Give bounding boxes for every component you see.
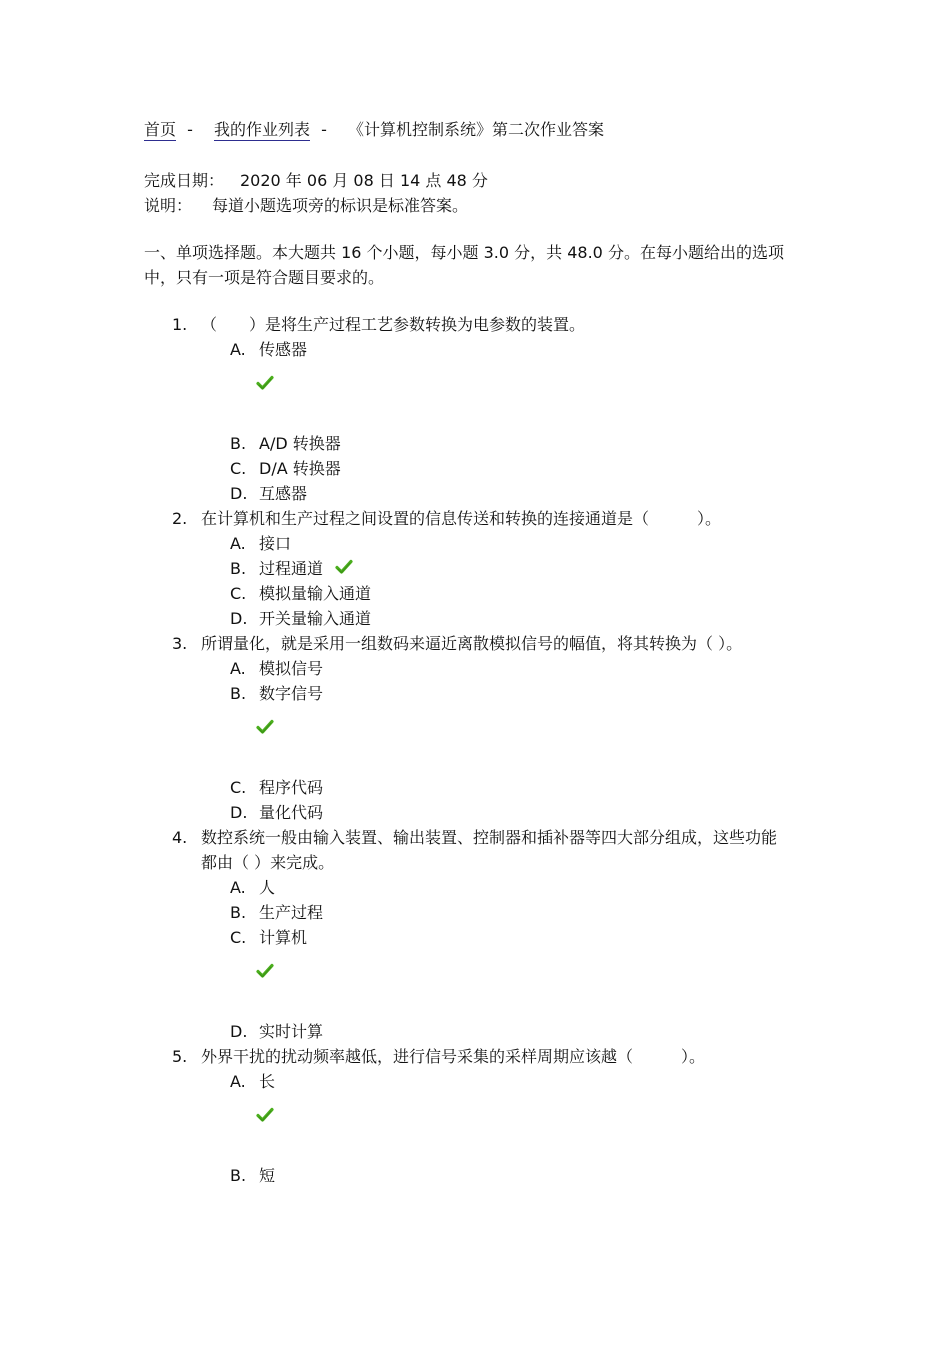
breadcrumb-separator: - [187, 120, 193, 139]
check-icon [256, 962, 274, 980]
option-letter: A. [230, 534, 246, 553]
option-c [0, 581, 950, 606]
question-text: 外界干扰的扰动频率越低，进行信号采集的采样周期应该越（ ）。 [201, 1047, 706, 1066]
option-b [0, 556, 950, 581]
question-2 [0, 506, 781, 531]
correct-answer-mark [0, 362, 950, 431]
completion-date-row [144, 168, 488, 193]
breadcrumb-current-page: 《计算机控制系统》第二次作业答案 [347, 120, 604, 139]
option-letter: C. [230, 459, 247, 478]
option-c [0, 775, 950, 800]
question-number: 3. [172, 634, 188, 653]
option-text: 过程通道 [259, 559, 324, 578]
option-letter: A. [230, 659, 246, 678]
option-text: 模拟量输入通道 [259, 584, 372, 603]
option-letter: B. [230, 684, 247, 703]
option-letter: A. [230, 878, 246, 897]
note-value: 每道小题选项旁的标识是标准答案。 [212, 196, 469, 215]
correct-answer-mark [0, 950, 950, 1019]
option-b [0, 900, 950, 925]
check-icon [256, 374, 274, 392]
option-text: 短 [259, 1166, 276, 1185]
correct-answer-mark [0, 706, 950, 775]
option-text: A/D 转换器 [259, 434, 341, 453]
option-a [0, 531, 950, 556]
option-d [0, 481, 950, 506]
question-text: 所谓量化，就是采用一组数码来逼近离散模拟信号的幅值，将其转换为（ ）。 [201, 634, 743, 653]
option-a [0, 656, 950, 681]
question-number: 5. [172, 1047, 188, 1066]
option-text: D/A 转换器 [259, 459, 341, 478]
check-icon [256, 718, 274, 736]
option-letter: C. [230, 584, 247, 603]
question-number: 2. [172, 509, 188, 528]
homework-meta [144, 168, 488, 218]
option-letter: A. [230, 340, 246, 359]
option-text: 人 [259, 878, 276, 897]
question-1 [0, 312, 781, 337]
option-text: 数字信号 [259, 684, 324, 703]
breadcrumb-separator: - [321, 120, 327, 139]
option-letter: B. [230, 559, 247, 578]
option-b [0, 681, 950, 706]
option-text: 程序代码 [259, 778, 324, 797]
option-c [0, 925, 950, 950]
question-number: 4. [172, 828, 188, 847]
option-letter: A. [230, 1072, 246, 1091]
option-text: 长 [259, 1072, 276, 1091]
option-letter: D. [230, 803, 248, 822]
note-label: 说明： [144, 196, 193, 215]
option-letter: D. [230, 1022, 248, 1041]
question-5 [0, 1044, 781, 1069]
option-text: 接口 [259, 534, 292, 553]
completion-date-value: 2020 年 06 月 08 日 14 点 48 分 [240, 171, 488, 190]
option-text: 传感器 [259, 340, 308, 359]
option-b [0, 431, 950, 456]
breadcrumb-homework-list-link[interactable]: 我的作业列表 [213, 120, 310, 139]
option-text: 开关量输入通道 [259, 609, 372, 628]
option-letter: D. [230, 484, 248, 503]
question-4 [0, 825, 781, 875]
breadcrumb [144, 118, 604, 142]
option-b [0, 1163, 950, 1188]
option-a [0, 1069, 950, 1094]
option-letter: B. [230, 1166, 247, 1185]
correct-answer-mark [0, 1094, 950, 1163]
option-d [0, 1019, 950, 1044]
question-number: 1. [172, 315, 188, 334]
option-text: 生产过程 [259, 903, 324, 922]
breadcrumb-home-link[interactable]: 首页 [144, 120, 177, 139]
check-icon [335, 558, 353, 576]
question-list [0, 312, 950, 1188]
completion-date-label: 完成日期： [144, 171, 225, 190]
option-c [0, 456, 950, 481]
option-d [0, 800, 950, 825]
section-heading: 一、单项选择题。本大题共 16 个小题，每小题 3.0 分，共 48.0 分。在每小题给出的选项中，只有一项是符合题目要求的。 [144, 243, 784, 287]
option-letter: C. [230, 778, 247, 797]
question-text: （ ）是将生产过程工艺参数转换为电参数的装置。 [201, 315, 586, 334]
question-text: 在计算机和生产过程之间设置的信息传送和转换的连接通道是（ ）。 [201, 509, 722, 528]
option-a [0, 875, 950, 900]
option-text: 计算机 [259, 928, 308, 947]
option-text: 量化代码 [259, 803, 324, 822]
option-text: 互感器 [259, 484, 308, 503]
option-letter: B. [230, 903, 247, 922]
option-d [0, 606, 950, 631]
option-a [0, 337, 950, 362]
note-row [144, 193, 488, 218]
option-letter: B. [230, 434, 247, 453]
option-letter: C. [230, 928, 247, 947]
option-text: 模拟信号 [259, 659, 324, 678]
question-text: 数控系统一般由输入装置、输出装置、控制器和插补器等四大部分组成，这些功能都由（ ）来完成。 [201, 828, 778, 872]
question-3 [0, 631, 781, 656]
check-icon [256, 1106, 274, 1124]
option-text: 实时计算 [259, 1022, 324, 1041]
option-letter: D. [230, 609, 248, 628]
